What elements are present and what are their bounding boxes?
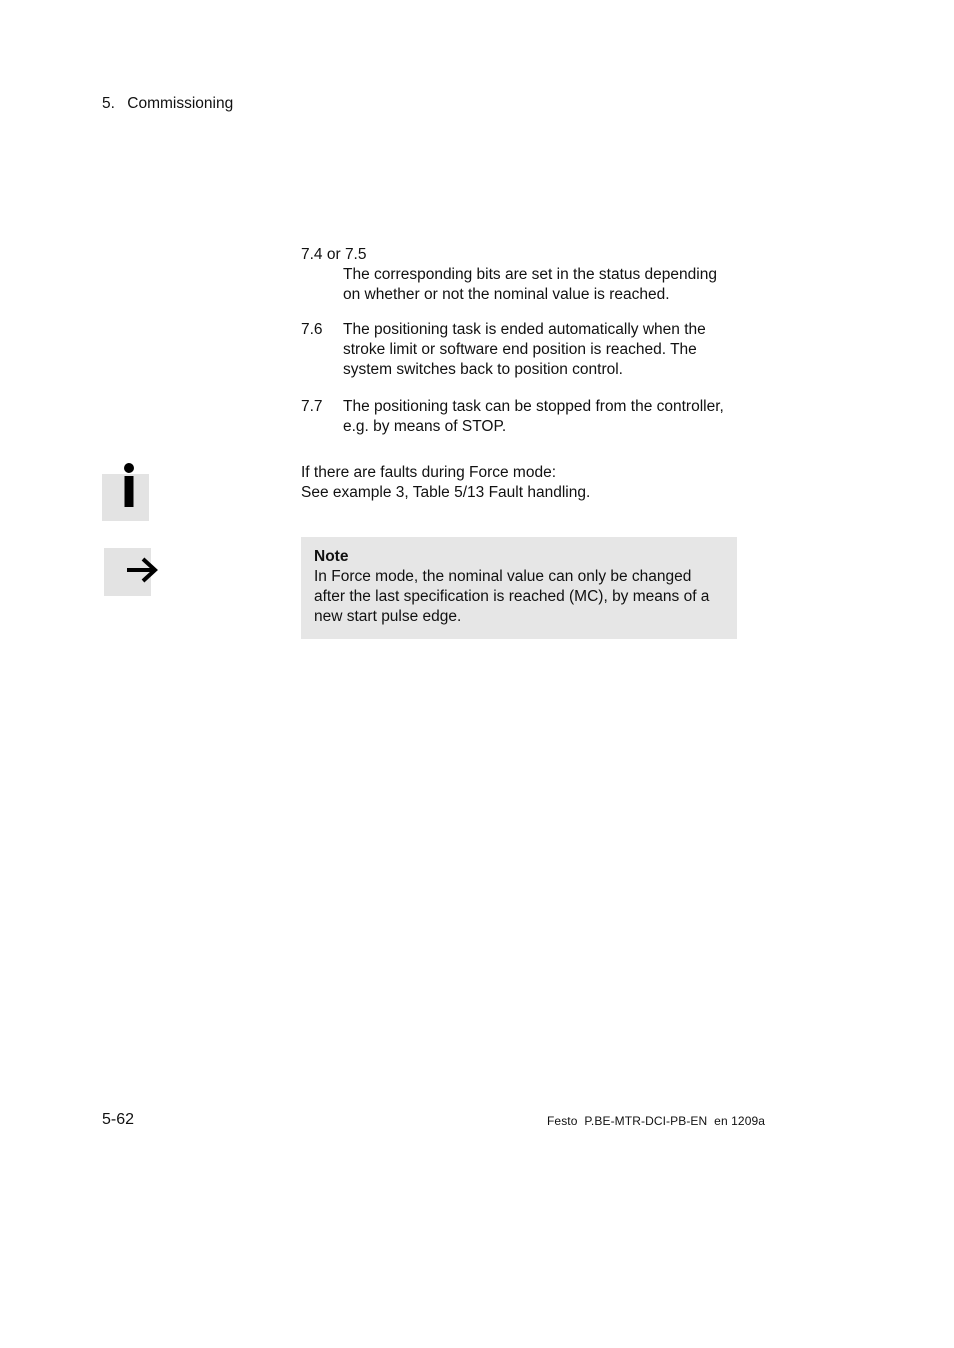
item-text-line: e.g. by means of STOP.	[343, 418, 507, 435]
chapter-number: 5.	[102, 95, 115, 112]
note-box	[301, 537, 737, 639]
item-text-line: The positioning task can be stopped from the controller,	[343, 398, 724, 415]
item-text-line: system switches back to position control.	[343, 361, 623, 378]
arrow-right-icon	[104, 548, 151, 596]
item-text	[343, 397, 741, 437]
info-glyph	[123, 463, 135, 507]
item-label: 7.4 or 7.5	[301, 246, 367, 263]
info-line: If there are faults during Force mode:	[301, 464, 557, 481]
item-label: 7.7	[301, 398, 323, 415]
item-text-line: The positioning task is ended automatically when the	[343, 321, 706, 338]
note-line: new start pulse edge.	[314, 608, 462, 625]
page-number: 5-62	[102, 1111, 135, 1128]
item-text-line: on whether or not the nominal value is reached.	[343, 286, 670, 303]
document-reference: Festo P.BE-MTR-DCI-PB-EN en 1209a	[547, 1114, 766, 1128]
note-line: after the last specification is reached (MC), by means of a	[314, 588, 710, 605]
chapter-header	[102, 95, 233, 113]
list-item	[301, 320, 741, 378]
arrow-glyph	[125, 555, 161, 585]
item-text	[343, 320, 741, 380]
info-line: See example 3, Table 5/13 Fault handling.	[301, 484, 591, 501]
list-item	[301, 245, 741, 305]
chapter-title: Commissioning	[127, 95, 234, 112]
item-text-line: stroke limit or software end position is reached. The	[343, 341, 697, 358]
list-item	[301, 397, 741, 435]
item-text-line: The corresponding bits are set in the status depending	[343, 266, 717, 283]
note-title: Note	[314, 548, 349, 565]
note-line: In Force mode, the nominal value can only be changed	[314, 568, 692, 585]
info-text	[301, 463, 741, 503]
item-label: 7.6	[301, 321, 323, 338]
